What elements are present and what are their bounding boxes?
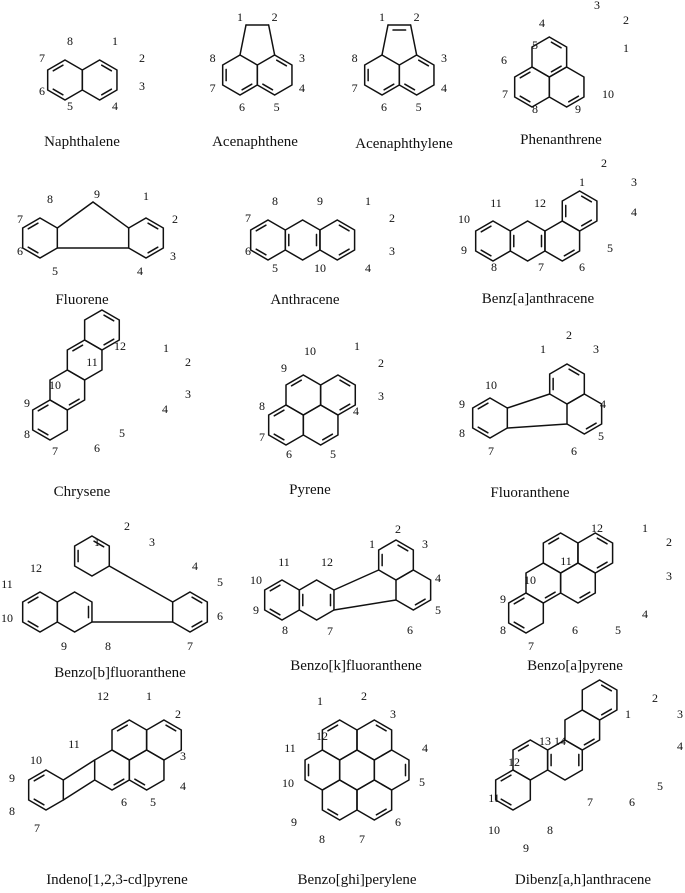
- position-number: 12: [321, 555, 333, 569]
- position-number: 4: [298, 81, 305, 95]
- position-number: 11: [1, 577, 13, 591]
- ring-bond-path: [57, 592, 92, 632]
- position-number: 2: [389, 211, 395, 225]
- position-number: 8: [259, 399, 265, 413]
- position-number: 6: [395, 815, 401, 829]
- structure-benzo-ghi-perylene: [282, 689, 428, 846]
- position-number: 3: [594, 0, 600, 12]
- position-number: 5: [532, 38, 538, 52]
- position-number: 4: [162, 402, 168, 416]
- position-number: 7: [488, 444, 494, 458]
- ring-bond-path: [340, 750, 375, 790]
- molecule-drawings: [1, 0, 683, 855]
- position-number: 5: [419, 775, 425, 789]
- position-number: 11: [488, 791, 500, 805]
- ring-bond-path: [29, 770, 64, 810]
- position-number: 10: [458, 212, 470, 226]
- structure-naphthalene: [39, 34, 145, 113]
- position-number: 10: [49, 378, 61, 392]
- structure-pyrene: [259, 339, 384, 461]
- position-number: 1: [237, 10, 243, 24]
- position-number: 2: [175, 707, 181, 721]
- position-number: 1: [623, 41, 629, 55]
- position-number: 7: [17, 212, 23, 226]
- bond: [507, 394, 549, 408]
- position-number: 9: [24, 396, 30, 410]
- ring-bond-path: [578, 533, 613, 573]
- position-number: 8: [67, 34, 73, 48]
- position-number: 12: [316, 729, 328, 743]
- position-number: 1: [579, 175, 585, 189]
- position-number: 5: [415, 100, 422, 114]
- position-number: 6: [17, 244, 23, 258]
- position-number: 8: [282, 623, 288, 637]
- bond: [63, 760, 94, 780]
- position-number: 12: [591, 521, 603, 535]
- structure-anthracene: [245, 194, 395, 275]
- ring-bond-path: [510, 221, 545, 261]
- position-number: 3: [631, 175, 637, 189]
- position-number: 7: [502, 87, 508, 101]
- position-number: 8: [9, 804, 15, 818]
- position-number: 8: [319, 832, 325, 846]
- caption-acenaphthene: Acenaphthene: [212, 134, 298, 150]
- position-number: 5: [67, 99, 73, 113]
- position-number: 8: [351, 51, 358, 65]
- position-number: 5: [330, 447, 336, 461]
- ring-bond-path: [509, 593, 544, 633]
- position-number: 5: [150, 795, 156, 809]
- position-number: 10: [602, 87, 614, 101]
- position-number: 5: [615, 623, 621, 637]
- position-number: 7: [52, 444, 58, 458]
- position-number: 9: [281, 361, 287, 375]
- caption-anthracene: Anthracene: [270, 292, 340, 308]
- position-number: 6: [501, 53, 507, 67]
- position-number: 2: [395, 522, 401, 536]
- ring-bond-path: [286, 375, 321, 415]
- position-number: 10: [250, 573, 262, 587]
- position-number: 4: [137, 264, 143, 278]
- position-number: 1: [354, 339, 360, 353]
- ring-bond-path: [322, 780, 357, 820]
- position-number: 3: [677, 707, 683, 721]
- position-number: 2: [139, 51, 145, 65]
- position-number: 2: [601, 156, 607, 170]
- position-number: 6: [381, 100, 387, 114]
- structure-indeno-pyrene: [9, 689, 186, 835]
- ring-bond-path: [545, 221, 580, 261]
- position-number: 2: [271, 10, 278, 24]
- ring-bond-path: [299, 580, 334, 620]
- structure-acenaphthene: [210, 10, 305, 114]
- position-number: 1: [163, 341, 169, 355]
- position-number: 2: [623, 13, 629, 27]
- position-number: 9: [61, 639, 67, 653]
- position-number: 10: [304, 344, 316, 358]
- ring-bond-path: [82, 60, 117, 100]
- bond: [93, 202, 129, 228]
- position-number: 5: [272, 261, 278, 275]
- position-number: 3: [593, 342, 599, 356]
- position-number: 9: [291, 815, 297, 829]
- bond: [269, 25, 275, 55]
- position-number: 3: [298, 51, 305, 65]
- position-number: 8: [24, 427, 30, 441]
- position-number: 12: [534, 196, 546, 210]
- position-number: 12: [97, 689, 109, 703]
- position-number: 7: [39, 51, 45, 65]
- ring-bond-path: [515, 67, 550, 107]
- caption-chrysene: Chrysene: [53, 484, 111, 500]
- position-number: 5: [217, 575, 223, 589]
- position-number: 9: [523, 841, 529, 855]
- position-number: 6: [39, 84, 45, 98]
- position-number: 4: [422, 741, 428, 755]
- caption-benzo-a-pyrene: Benzo[a]pyrene: [527, 658, 623, 674]
- position-number: 9: [461, 243, 467, 257]
- position-number: 6: [629, 795, 635, 809]
- position-number: 6: [121, 795, 127, 809]
- position-number: 6: [245, 244, 251, 258]
- caption-benzo-k-fluoranthene: Benzo[k]fluoranthene: [290, 658, 422, 674]
- position-number: 1: [379, 10, 385, 24]
- position-number: 9: [575, 102, 581, 116]
- position-number: 1: [112, 34, 118, 48]
- caption-benzo-b-fluoranthene: Benzo[b]fluoranthene: [54, 665, 186, 681]
- ring-bond-path: [567, 394, 602, 434]
- ring-bond-path: [321, 375, 356, 415]
- bond: [109, 566, 172, 602]
- ring-bond-path: [357, 720, 392, 760]
- structure-phenanthrene: [501, 0, 629, 116]
- ring-bond-path: [303, 405, 338, 445]
- ring-bond-path: [399, 55, 434, 95]
- position-number: 8: [47, 192, 53, 206]
- position-number: 4: [353, 404, 359, 418]
- position-number: 8: [209, 51, 216, 65]
- position-number: 11: [560, 554, 572, 568]
- position-number: 1: [143, 189, 149, 203]
- position-number: 3: [666, 569, 672, 583]
- position-number: 7: [209, 81, 216, 95]
- bond: [334, 600, 396, 610]
- position-number: 1: [146, 689, 152, 703]
- position-number: 7: [327, 624, 333, 638]
- position-number: 3: [149, 535, 155, 549]
- bond: [57, 202, 93, 228]
- position-number: 3: [185, 387, 191, 401]
- ring-bond-path: [129, 750, 164, 790]
- structure-benzo-b-fluoranthene: [1, 519, 223, 653]
- ring-bond-path: [473, 398, 508, 438]
- position-number: 5: [598, 429, 604, 443]
- position-number: 5: [119, 426, 125, 440]
- position-number: 1: [365, 194, 371, 208]
- position-number: 8: [547, 823, 553, 837]
- position-number: 10: [30, 753, 42, 767]
- caption-acenaphthylene: Acenaphthylene: [355, 136, 453, 152]
- position-number: 2: [413, 10, 420, 24]
- position-number: 3: [390, 707, 396, 721]
- ring-bond-path: [33, 400, 68, 440]
- position-number: 3: [440, 51, 447, 65]
- position-number: 8: [272, 194, 278, 208]
- ring-bond-path: [23, 592, 58, 632]
- position-number: 2: [666, 535, 672, 549]
- position-number: 8: [105, 639, 111, 653]
- position-number: 6: [239, 100, 245, 114]
- position-number: 7: [259, 430, 265, 444]
- position-number: 8: [491, 260, 497, 274]
- position-number: 7: [34, 821, 40, 835]
- position-number: 6: [217, 609, 223, 623]
- position-number: 2: [361, 689, 367, 703]
- caption-benzo-ghi-perylene: Benzo[ghi]perylene: [297, 872, 417, 888]
- caption-phenanthrene: Phenanthrene: [520, 132, 602, 148]
- position-number: 3: [180, 749, 186, 763]
- position-number: 9: [94, 187, 100, 201]
- position-number: 4: [440, 81, 447, 95]
- position-number: 4: [192, 559, 198, 573]
- position-number: 8: [500, 623, 506, 637]
- position-number: 9: [9, 771, 15, 785]
- position-number: 6: [571, 444, 577, 458]
- ring-bond-path: [550, 364, 585, 404]
- bond: [63, 780, 94, 800]
- ring-bond-path: [357, 780, 392, 820]
- caption-dibenz-ah-anthracene: Dibenz[a,h]anthracene: [514, 872, 652, 888]
- position-number: 11: [86, 355, 98, 369]
- position-number: 7: [587, 795, 593, 809]
- structure-chrysene: [24, 310, 191, 458]
- ring-bond-path: [173, 592, 208, 632]
- ring-bond-path: [582, 680, 617, 720]
- position-number: 1: [317, 694, 323, 708]
- position-number: 7: [359, 832, 365, 846]
- caption-indeno-pyrene: Indeno[1,2,3-cd]pyrene: [46, 872, 188, 888]
- ring-bond-path: [374, 750, 409, 790]
- position-number: 9: [500, 592, 506, 606]
- position-number: 2: [652, 691, 658, 705]
- position-number: 12: [114, 339, 126, 353]
- ring-bond-path: [223, 55, 258, 95]
- position-number: 14: [554, 734, 566, 748]
- position-number: 1: [642, 521, 648, 535]
- caption-naphthalene: Naphthalene: [44, 134, 120, 150]
- position-number: 13: [539, 734, 551, 748]
- ring-bond-path: [561, 563, 596, 603]
- ring-bond-path: [265, 580, 300, 620]
- structure-benzo-a-pyrene: [500, 521, 672, 653]
- position-number: 11: [68, 737, 80, 751]
- position-number: 1: [540, 342, 546, 356]
- position-number: 4: [365, 261, 371, 275]
- structure-benz-a-anthracene: [458, 156, 637, 274]
- position-number: 2: [566, 328, 572, 342]
- caption-pyrene: Pyrene: [289, 482, 331, 498]
- structure-dibenz-ah-anthracene: [488, 680, 683, 855]
- position-number: 5: [607, 241, 613, 255]
- position-number: 10: [485, 378, 497, 392]
- ring-bond-path: [257, 55, 292, 95]
- position-number: 3: [170, 249, 176, 263]
- position-number: 9: [459, 397, 465, 411]
- caption-fluorene: Fluorene: [55, 292, 109, 308]
- ring-bond-path: [251, 220, 286, 260]
- position-number: 11: [490, 196, 502, 210]
- caption-benz-a-anthracene: Benz[a]anthracene: [481, 291, 595, 307]
- position-number: 2: [185, 355, 191, 369]
- ring-bond-path: [365, 55, 400, 95]
- position-number: 10: [1, 611, 13, 625]
- ring-bond-path: [396, 570, 431, 610]
- position-number: 8: [459, 426, 465, 440]
- position-number: 6: [572, 623, 578, 637]
- ring-bond-path: [269, 405, 304, 445]
- position-number: 4: [631, 205, 637, 219]
- position-number: 6: [286, 447, 292, 461]
- position-number: 1: [369, 537, 375, 551]
- position-number: 6: [94, 441, 100, 455]
- ring-bond-path: [23, 218, 58, 258]
- position-number: 10: [524, 573, 536, 587]
- position-number: 12: [508, 755, 520, 769]
- structure-fluoranthene: [459, 328, 606, 458]
- ring-bond-path: [565, 710, 600, 750]
- ring-bond-path: [147, 720, 182, 760]
- position-number: 10: [282, 776, 294, 790]
- position-number: 3: [422, 537, 428, 551]
- ring-bond-path: [379, 540, 414, 580]
- ring-bond-path: [305, 750, 340, 790]
- ring-bond-path: [48, 60, 83, 100]
- position-number: 7: [187, 639, 193, 653]
- structure-fluorene: [17, 187, 178, 278]
- ring-bond-path: [476, 221, 511, 261]
- position-number: 2: [378, 356, 384, 370]
- ring-bond-path: [129, 218, 164, 258]
- position-number: 10: [314, 261, 326, 275]
- position-number: 7: [245, 211, 251, 225]
- position-number: 2: [124, 519, 130, 533]
- position-number: 4: [435, 571, 441, 585]
- position-number: 10: [488, 823, 500, 837]
- structure-benzo-k-fluoranthene: [250, 522, 441, 638]
- structure-acenaphthylene: [352, 10, 447, 114]
- position-number: 4: [112, 99, 118, 113]
- ring-bond-path: [562, 191, 597, 231]
- position-number: 1: [625, 707, 631, 721]
- position-number: 5: [435, 603, 441, 617]
- ring-bond-path: [75, 536, 110, 576]
- position-number: 11: [278, 555, 290, 569]
- bond: [411, 25, 417, 55]
- position-number: 4: [180, 779, 186, 793]
- position-number: 1: [94, 535, 100, 549]
- ring-bond-path: [285, 220, 320, 260]
- position-number: 11: [284, 741, 296, 755]
- position-number: 3: [378, 389, 384, 403]
- caption-fluoranthene: Fluoranthene: [490, 485, 570, 501]
- position-number: 4: [677, 739, 683, 753]
- position-number: 4: [642, 607, 648, 621]
- position-number: 7: [528, 639, 534, 653]
- position-number: 6: [407, 623, 413, 637]
- ring-bond-path: [112, 720, 147, 760]
- bond: [240, 25, 246, 55]
- ring-bond-path: [320, 220, 355, 260]
- ring-bond-path: [496, 770, 531, 810]
- bond: [334, 570, 379, 590]
- position-number: 7: [351, 81, 358, 95]
- position-number: 4: [539, 16, 545, 30]
- position-number: 9: [253, 603, 259, 617]
- position-number: 4: [600, 397, 606, 411]
- position-number: 3: [139, 79, 145, 93]
- ring-bond-path: [549, 67, 584, 107]
- position-number: 12: [30, 561, 42, 575]
- position-number: 5: [273, 100, 280, 114]
- position-number: 6: [579, 260, 585, 274]
- position-number: 5: [52, 264, 58, 278]
- position-number: 5: [657, 779, 663, 793]
- position-number: 3: [389, 244, 395, 258]
- ring-bond-path: [95, 750, 130, 790]
- position-number: 9: [317, 194, 323, 208]
- position-number: 7: [538, 260, 544, 274]
- bond: [507, 424, 567, 428]
- position-number: 2: [172, 212, 178, 226]
- position-number: 8: [532, 102, 538, 116]
- bond: [382, 25, 388, 55]
